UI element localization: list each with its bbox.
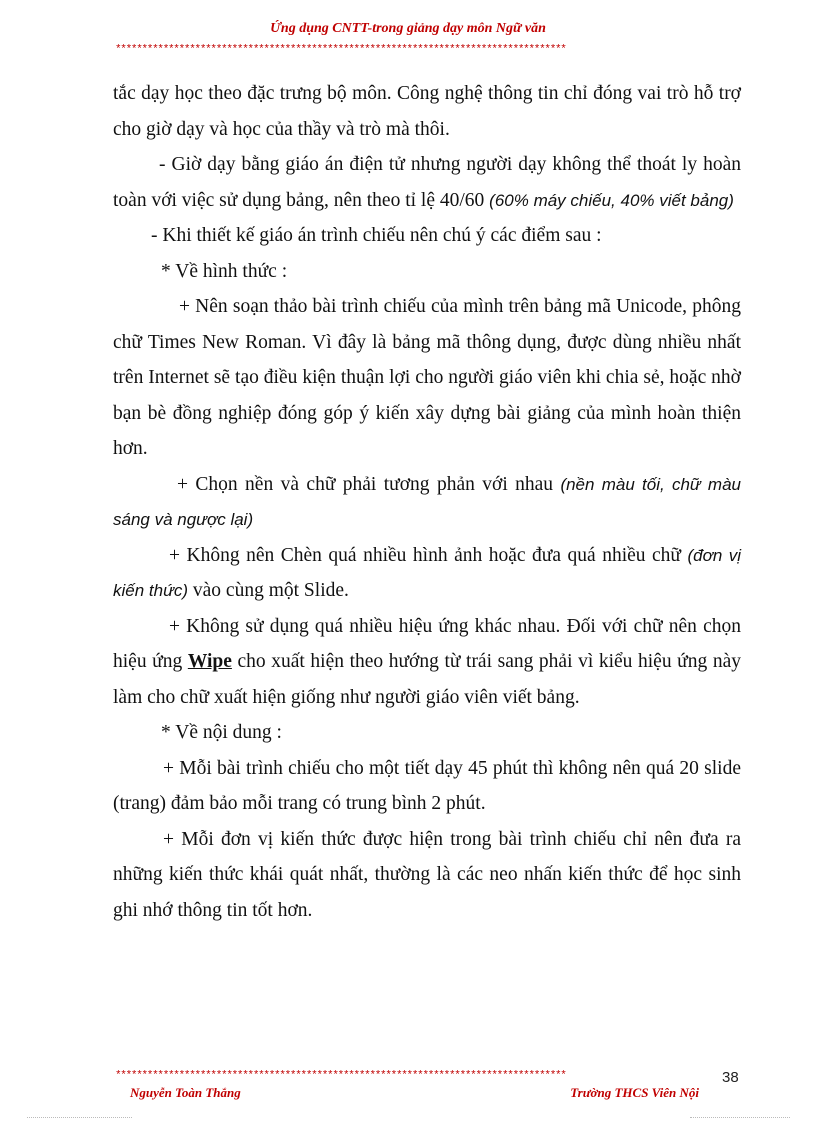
paragraph-8-a: + Không sử dụng quá nhiều hiệu ứng khác nhau. Đối với chữ nên chọn hiệu ứng <box>113 615 741 672</box>
paragraph-8 <box>113 609 741 716</box>
paragraph-6-note: (nền màu tối, chữ màu sáng và ngược lại) <box>113 474 741 529</box>
paragraph-6 <box>113 467 741 538</box>
header-title: Ứng dụng CNTT-trong giảng dạy môn Ngữ văn <box>270 21 546 36</box>
footer-school: Trường THCS Viên Nội <box>570 1085 699 1100</box>
page-number: 38 <box>722 1069 739 1086</box>
paragraph-1: tắc dạy học theo đặc trưng bộ môn. Công nghệ thông tin chỉ đóng vai trò hỗ trợ cho giờ dạy và học của thầy và trò mà thôi. <box>113 83 741 140</box>
paragraph-2-text: - Giờ dạy bằng giáo án điện tử nhưng người dạy không thể thoát ly hoàn toàn với việc sử dụng bảng, nên theo tỉ lệ 40/60 <box>113 154 741 211</box>
paragraph-4: * Về hình thức : <box>161 260 288 282</box>
wipe-keyword: Wipe <box>187 651 232 672</box>
header-star-divider: ************************************************************************************* <box>115 44 566 56</box>
paragraph-2 <box>113 147 741 218</box>
paragraph-8-b: cho xuất hiện theo hướng từ trái sang phải vì kiểu hiệu ứng này làm cho chữ xuất hiện giống như người giáo viên viết bảng. <box>113 651 741 708</box>
paragraph-7-note: (đơn vị kiến thức) <box>113 545 741 600</box>
paragraph-7-text: + Không nên Chèn quá nhiều hình ảnh hoặc đưa quá nhiều chữ <box>169 544 688 566</box>
paragraph-6-text: + Chọn nền và chữ phải tương phản với nhau <box>177 473 561 495</box>
document-body <box>113 76 741 928</box>
paragraph-7 <box>113 538 741 609</box>
footer-dotted-line-right <box>690 1117 790 1118</box>
paragraph-10: + Mỗi bài trình chiếu cho một tiết dạy 45 phút thì không nên quá 20 slide (trang) đảm bảo mỗi trang có trung bình 2 phút. <box>113 757 741 814</box>
paragraph-9: * Về nội dung : <box>161 722 282 743</box>
footer-dotted-line-left <box>27 1117 132 1118</box>
paragraph-2-note: (60% máy chiếu, 40% viết bảng) <box>489 190 734 210</box>
footer-author: Nguyễn Toàn Thắng <box>130 1085 241 1100</box>
footer-star-divider: ************************************************************************************* <box>115 1070 566 1082</box>
paragraph-11: + Mỗi đơn vị kiến thức được hiện trong bài trình chiếu chỉ nên đưa ra những kiến thức khái quát nhất, thường là các neo nhấn kiến thức để học sinh ghi nhớ thông tin tốt hơn. <box>113 828 741 921</box>
paragraph-5: + Nên soạn thảo bài trình chiếu của mình trên bảng mã Unicode, phông chữ Times New Roman. Vì đây là bảng mã thông dụng, được dùng nhiều nhất trên Internet sẽ tạo điều kiện thuận lợi cho người giáo viên khi chia sẻ, hoặc nhờ bạn bè đồng nghiệp đóng góp ý kiến xây dựng bài giảng của mình hoàn thiện hơn. <box>113 296 741 459</box>
paragraph-7-tail: vào cùng một Slide. <box>188 580 349 601</box>
paragraph-3: - Khi thiết kế giáo án trình chiếu nên chú ý các điểm sau : <box>151 225 602 246</box>
